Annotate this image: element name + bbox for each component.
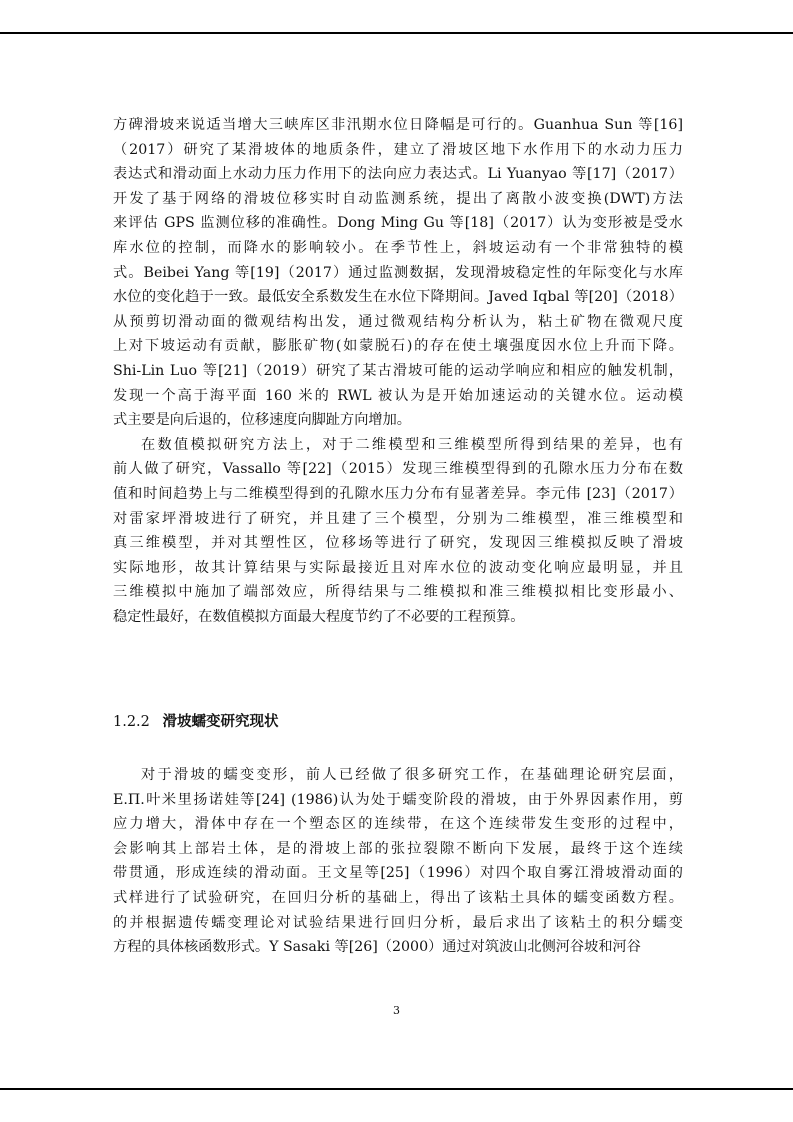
- text-line: 式。Beibei Yang 等[19]（2017）通过监测数据，发现滑坡稳定性的年际变化与水库: [113, 264, 683, 281]
- text-line: 带贯通，形成连续的滑动面。王文星等[25]（1996）对四个取自雾江滑坡滑动面的: [113, 865, 683, 882]
- text-line: 上对下坡运动有贡献，膨胀矿物(如蒙脱石)的存在使土壤强度因水位上升而下降。: [113, 338, 683, 355]
- paragraph-3: [113, 763, 683, 960]
- text-line: 水位的变化趋于一致。最低安全系数发生在水位下降期间。Javed Iqbal 等[20]（2018）: [113, 289, 683, 306]
- text-line: Shi-Lin Luo 等[21]（2019）研究了某古滑坡可能的运动学响应和相应的触发机制，: [113, 362, 683, 379]
- text-line: 方碑滑坡来说适当增大三峡库区非汛期水位日降幅是可行的。Guanhua Sun 等[16]: [113, 117, 683, 133]
- text-line: 稳定性最好，在数值模拟方面最大程度节约了不必要的工程预算。: [113, 608, 525, 625]
- text-line: 值和时间趋势上与二维模型得到的孔隙水压力分布有显著差异。李元伟 [23]（2017）: [113, 485, 683, 502]
- section-title: 滑坡蠕变研究现状: [162, 713, 279, 730]
- text-line: 对于滑坡的蠕变变形，前人已经做了很多研究工作，在基础理论研究层面，: [141, 767, 683, 783]
- header-rule: [0, 32, 793, 34]
- section-number: 1.2.2: [113, 714, 150, 730]
- text-line: 真三维模型，并对其塑性区，位移场等进行了研究，发现因三维模拟反映了滑坡: [113, 535, 683, 552]
- paragraph-1: [113, 113, 683, 433]
- paragraph-2: [113, 433, 683, 630]
- body-text-top: [113, 113, 683, 629]
- text-line: 库水位的控制，而降水的影响较小。在季节性上，斜坡运动有一个非常独特的模: [113, 239, 683, 256]
- text-line: 实际地形，故其计算结果与实际最接近且对库水位的波动变化响应最明显，并且: [113, 559, 683, 576]
- text-line: 从预剪切滑动面的微观结构出发，通过微观结构分析认为，粘土矿物在微观尺度: [113, 313, 683, 330]
- text-line: 方程的具体核函数形式。Y Sasaki 等[26]（2000）通过对筑波山北侧河谷坡和河谷: [113, 939, 641, 956]
- text-line: 对雷家坪滑坡进行了研究，并且建了三个模型，分别为二维模型，准三维模型和: [113, 510, 683, 527]
- text-line: 会影响其上部岩土体，是的滑坡上部的张拉裂隙不断向下发展，最终于这个连续: [113, 840, 683, 857]
- footer-rule: [0, 1088, 793, 1090]
- text-line: 发现一个高于海平面 160 米的 RWL 被认为是开始加速运动的关键水位。运动模: [113, 387, 683, 404]
- text-line: 表达式和滑动面上水动力压力作用下的法向应力表达式。Li Yuanyao 等[17]（2017）: [113, 166, 683, 183]
- text-line: 式样进行了试验研究，在回归分析的基础上，得出了该粘土具体的蠕变函数方程。: [113, 889, 683, 906]
- text-line: 应力增大，滑体中存在一个塑态区的连续带，在这个连续带发生变形的过程中，: [113, 816, 683, 833]
- text-line: 的并根据遗传蠕变理论对试验结果进行回归分析，最后求出了该粘土的积分蠕变: [113, 914, 683, 931]
- text-line: 在数值模拟研究方法上，对于二维模型和三维模型所得到结果的差异，也有: [141, 436, 683, 453]
- text-line: 三维模拟中施加了端部效应，所得结果与二维模拟和准三维模拟相比变形最小、: [113, 584, 683, 601]
- text-line: 前人做了研究，Vassallo 等[22]（2015）发现三维模型得到的孔隙水压力分布在数: [113, 461, 683, 478]
- page-number: 3: [393, 1004, 400, 1017]
- text-line: E.П.叶米里扬诺娃等[24] (1986)认为处于蠕变阶段的滑坡，由于外界因素作用，剪: [113, 791, 683, 808]
- text-line: （2017）研究了某滑坡体的地质条件，建立了滑坡区地下水作用下的水动力压力: [113, 141, 683, 158]
- text-line: 来评估 GPS 监测位移的准确性。Dong Ming Gu 等[18]（2017）认为变形被是受水: [113, 215, 683, 232]
- text-line: 开发了基于网络的滑坡位移实时自动监测系统，提出了离散小波变换(DWT)方法: [113, 190, 683, 207]
- section-heading: [113, 711, 279, 733]
- text-line: 式主要是向后退的，位移速度向脚趾方向增加。: [113, 412, 411, 429]
